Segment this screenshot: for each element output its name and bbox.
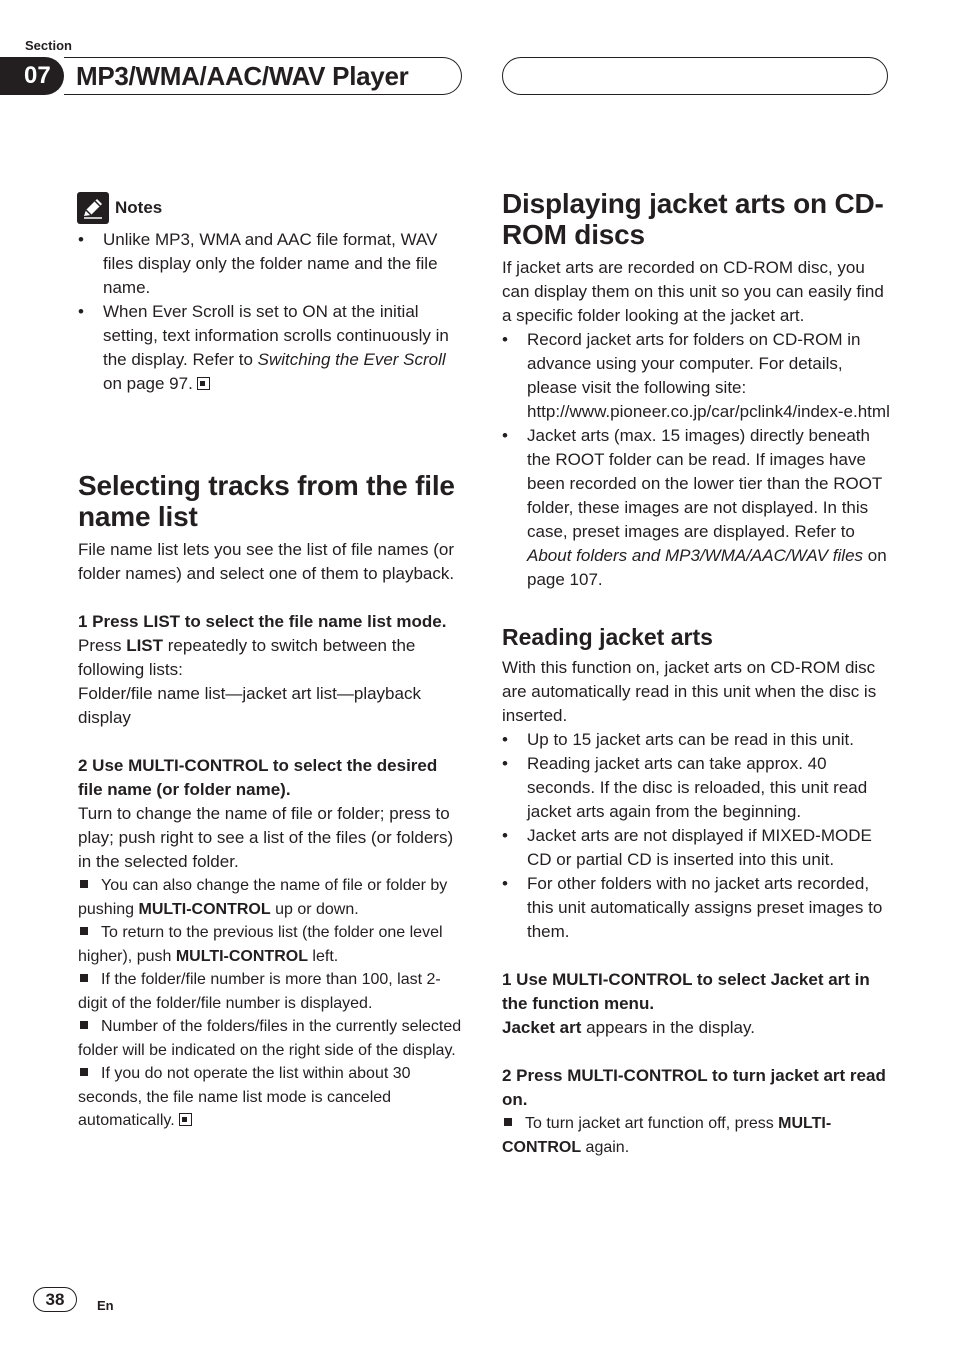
subheading-reading-jacket-arts: Reading jacket arts xyxy=(502,624,713,650)
right-column xyxy=(502,188,892,1159)
square-bullet-icon xyxy=(80,974,88,982)
tip-item: To turn jacket art function off, press MULTI-CONTROL again. xyxy=(502,1115,832,1156)
square-bullet-icon xyxy=(80,1021,88,1029)
step-1-body: Jacket art appears in the display. xyxy=(502,1018,755,1037)
tip-item: To return to the previous list (the folder one level higher), push MULTI-CONTROL left. xyxy=(78,924,443,965)
notes-header xyxy=(77,192,462,224)
section-heading-file-name-list: Selecting tracks from the file name list xyxy=(78,470,455,532)
square-bullet-icon xyxy=(80,880,88,888)
step-1-title: 1 Use MULTI-CONTROL to select Jacket art in the function menu. xyxy=(502,970,870,1013)
cross-reference: About folders and MP3/WMA/AAC/WAV files xyxy=(527,546,864,565)
square-bullet-icon xyxy=(80,1068,88,1076)
left-column xyxy=(78,192,462,1133)
note-cross-reference: Switching the Ever Scroll xyxy=(257,350,446,369)
chapter-title: MP3/WMA/AAC/WAV Player xyxy=(76,61,409,91)
intro-paragraph: File name list lets you see the list of file names (or folder names) and select one of them to playback. xyxy=(78,540,455,583)
tip-item: You can also change the name of file or folder by pushing MULTI-CONTROL up or down. xyxy=(78,877,448,918)
bullet-item: • Record jacket arts for folders on CD-ROM in advance using your computer. For details, please visit the following site: http://www.pioneer.co.jp/car/pclink4/index-e.html xyxy=(502,328,892,424)
sub-intro-paragraph: With this function on, jacket arts on CD-ROM disc are automatically read in this unit when the disc is inserted. xyxy=(502,658,877,725)
step-1-title: 1 Press LIST to select the file name list mode. xyxy=(78,612,447,631)
tip-item: Number of the folders/files in the currently selected folder will be indicated on the right side of the display. xyxy=(78,1018,462,1059)
bullet-item: • For other folders with no jacket arts recorded, this unit automatically assigns preset images to them. xyxy=(502,872,892,944)
step-2-title: 2 Use MULTI-CONTROL to select the desired file name (or folder name). xyxy=(78,756,438,799)
step-2-title: 2 Press MULTI-CONTROL to turn jacket art read on. xyxy=(502,1066,886,1109)
section-heading-jacket-arts: Displaying jacket arts on CD-ROM discs xyxy=(502,188,884,250)
notes-title: Notes xyxy=(115,198,163,217)
bullet-item: • Up to 15 jacket arts can be read in this unit. xyxy=(502,728,892,752)
step-1-body: Press LIST repeatedly to switch between the following lists: xyxy=(78,636,416,679)
jacket-art-bullets xyxy=(502,328,892,592)
end-mark-icon xyxy=(179,1113,192,1126)
notes-list xyxy=(78,228,462,396)
section-label: Section xyxy=(25,38,72,53)
step-2-body: Turn to change the name of file or folder; press to play; push right to see a list of the files (or folders) in the selected folder. xyxy=(78,804,454,871)
square-bullet-icon xyxy=(80,927,88,935)
note-item: • Unlike MP3, WMA and AAC file format, WAV files display only the folder name and the file name. xyxy=(78,228,462,300)
tip-item: If the folder/file number is more than 100, last 2-digit of the folder/file number is displayed. xyxy=(78,971,441,1012)
reading-bullets xyxy=(502,728,892,944)
note-item: • When Ever Scroll is set to ON at the initial setting, text information scrolls continuously in the display. Refer to Switching the Ever Scroll on page 97. xyxy=(78,300,462,396)
intro-paragraph: If jacket arts are recorded on CD-ROM disc, you can display them on this unit so you can easily find a specific folder looking at the jacket art. xyxy=(502,258,884,325)
pencil-note-icon xyxy=(77,192,109,224)
page-number: 38 xyxy=(33,1287,77,1312)
chapter-title-box xyxy=(64,57,462,95)
section-number-tab: 07 xyxy=(0,57,64,95)
end-mark-icon xyxy=(197,377,210,390)
bullet-item: • Jacket arts (max. 15 images) directly beneath the ROOT folder can be read. If images have been recorded on the lower tier than the ROOT folder, these images are not displayed. In this case, preset images are displayed. Refer to About folders and MP3/WMA/AAC/WAV files on page 107. xyxy=(502,424,892,592)
bullet-item: • Jacket arts are not displayed if MIXED-MODE CD or partial CD is inserted into this unit. xyxy=(502,824,892,872)
square-bullet-icon xyxy=(504,1118,512,1126)
header-right-box xyxy=(502,57,888,95)
step-1-lists: Folder/file name list—jacket art list—playback display xyxy=(78,684,421,727)
bullet-item: • Reading jacket arts can take approx. 40 seconds. If the disc is reloaded, this unit read jacket arts again from the beginning. xyxy=(502,752,892,824)
language-label: En xyxy=(97,1298,114,1313)
tip-item: If you do not operate the list within about 30 seconds, the file name list mode is canceled automatically. xyxy=(78,1065,411,1129)
